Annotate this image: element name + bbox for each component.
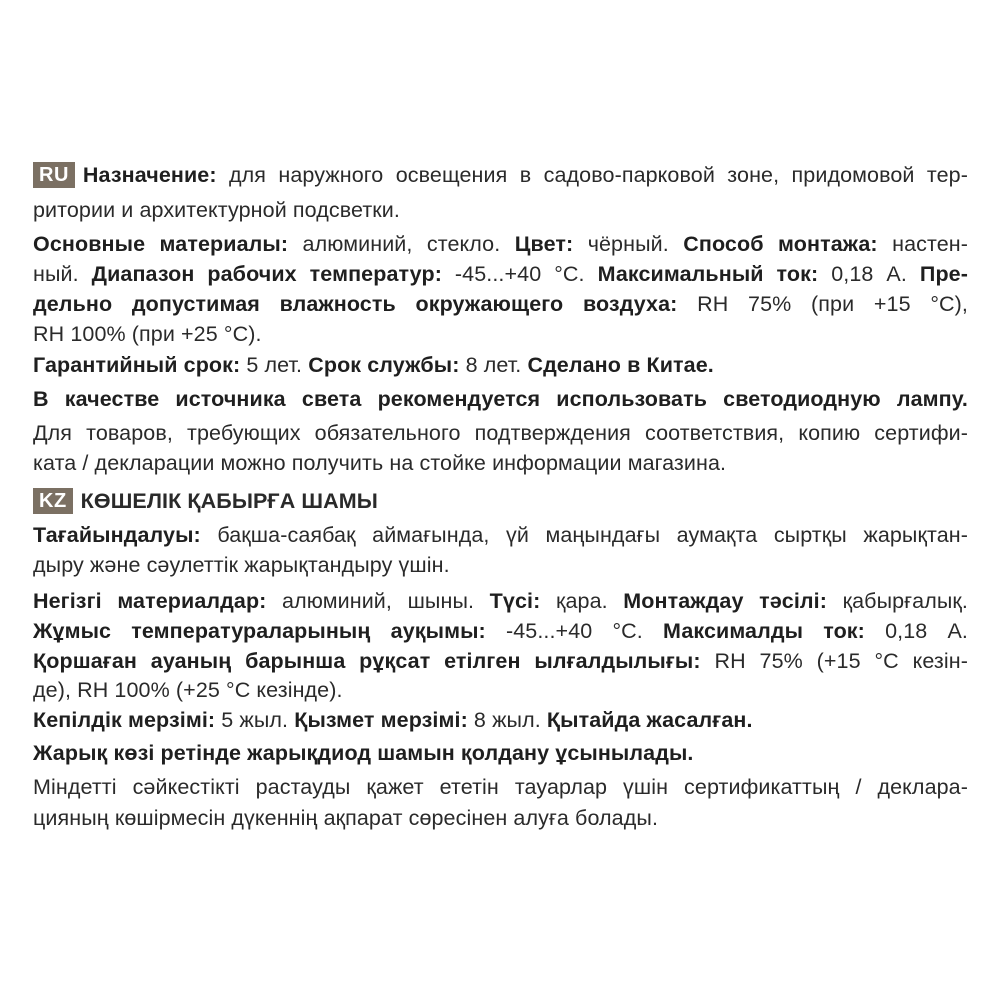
ru-purpose-text: для наружного освещения в садово-парковой зоне, придомовой тер-: [216, 163, 968, 187]
kz-mount-label: Монтаждау тәсілі:: [623, 589, 828, 613]
kz-humidity-value: RH 75% (+15 °C кезін-: [700, 649, 968, 673]
ru-mount-label: Способ монтажа:: [683, 232, 878, 256]
ru-purpose-line-2: [33, 195, 400, 225]
ru-color-label: Цвет:: [514, 232, 574, 256]
kz-service-label: Қызмет мерзімі:: [294, 708, 468, 732]
ru-recommend: В качестве источника света рекомендуется использовать светодиодную лампу.: [33, 387, 968, 411]
kz-warranty-label: Кепілдік мерзімі:: [33, 708, 216, 732]
kz-humidity-label: Қоршаған ауаның барынша рұқсат етілген ылғалдылығы:: [33, 649, 701, 673]
kz-temp-value: -45...+40 °C.: [485, 619, 664, 643]
kz-title-line: [33, 486, 378, 516]
ru-warranty-line: [33, 350, 714, 380]
kz-recommend-line: [33, 738, 694, 768]
ru-current-label: Максимальный ток:: [597, 262, 819, 286]
ru-humidity-value: RH 75% (при +15 °C),: [677, 292, 968, 316]
kz-warranty-value: 5 жыл.: [215, 708, 295, 732]
ru-purpose-label: Назначение:: [82, 163, 217, 187]
kz-current-label: Максималды ток:: [663, 619, 865, 643]
kz-language-badge: KZ: [33, 488, 73, 514]
ru-cert-text: Для товаров, требующих обязательного подтверждения соответствия, копию сертифи-: [33, 421, 968, 445]
ru-materials-line: [33, 229, 968, 259]
ru-temp-line: [33, 259, 968, 289]
kz-made-in: Қытайда жасалған.: [546, 708, 753, 732]
kz-title: КӨШЕЛІК ҚАБЫРҒА ШАМЫ: [80, 489, 378, 513]
kz-humidity-line: [33, 646, 968, 676]
ru-temp-value: -45...+40 °C.: [441, 262, 598, 286]
kz-temp-label: Жұмыс температураларының ауқымы:: [33, 619, 486, 643]
ru-current-value: 0,18 А.: [818, 262, 920, 286]
kz-temp-line: [33, 616, 968, 646]
kz-color-label: Түсі:: [489, 589, 541, 613]
kz-materials-label: Негізгі материалдар:: [33, 589, 267, 613]
ru-humidity-label-cont: дельно допустимая влажность окружающего воздуха:: [33, 292, 678, 316]
kz-materials-line: [33, 586, 968, 616]
ru-warranty-value: 5 лет.: [240, 353, 309, 377]
ru-service-value: 8 лет.: [459, 353, 528, 377]
kz-purpose-line-1: [33, 520, 968, 550]
kz-mount-value: қабырғалық.: [827, 589, 968, 613]
ru-made-in: Сделано в Китае.: [527, 353, 714, 377]
ru-humidity-label: Пре-: [919, 262, 968, 286]
kz-purpose-line-2: [33, 550, 450, 580]
kz-cert-text-cont: цияның көшірмесін дүкеннің ақпарат сөресінен алуға болады.: [33, 806, 659, 830]
ru-warranty-label: Гарантийный срок:: [33, 353, 241, 377]
ru-temp-label: Диапазон рабочих температур:: [91, 262, 442, 286]
ru-cert-text-cont: ката / декларации можно получить на стойке информации магазина.: [33, 451, 727, 475]
kz-current-value: 0,18 А.: [864, 619, 969, 643]
ru-cert-line-1: [33, 418, 968, 448]
ru-materials-label: Основные материалы:: [33, 232, 289, 256]
kz-color-value: қара.: [540, 589, 624, 613]
kz-purpose-text: бақша-саябақ аймағында, үй маңындағы аумақта сыртқы жарықтан-: [200, 523, 968, 547]
kz-cert-text: Міндетті сәйкестікті растауды қажет ететін тауарлар үшін сертификаттың / деклара-: [33, 775, 968, 799]
kz-purpose-label: Тағайындалуы:: [33, 523, 201, 547]
ru-purpose-text-cont: ритории и архитектурной подсветки.: [33, 198, 400, 222]
kz-purpose-text-cont: дыру және сәулеттік жарықтандыру үшін.: [33, 553, 450, 577]
ru-humidity-line-2: [33, 319, 262, 349]
ru-color-value: чёрный.: [573, 232, 684, 256]
kz-humidity-value-cont: де), RH 100% (+25 °C кезінде).: [33, 678, 343, 702]
ru-mount-value: настен-: [877, 232, 968, 256]
ru-mount-value-cont: ный.: [33, 262, 92, 286]
ru-materials-value: алюминий, стекло.: [288, 232, 515, 256]
kz-service-value: 8 жыл.: [467, 708, 547, 732]
ru-language-badge: RU: [33, 162, 75, 188]
kz-recommend: Жарық көзі ретінде жарықдиод шамын қолдану ұсынылады.: [33, 741, 694, 765]
kz-humidity-line-2: [33, 675, 343, 705]
ru-purpose-line-1: [33, 160, 968, 190]
ru-service-label: Срок службы:: [308, 353, 460, 377]
kz-cert-line-2: [33, 803, 658, 833]
kz-warranty-line: [33, 705, 753, 735]
kz-materials-value: алюминий, шыны.: [266, 589, 490, 613]
ru-humidity-line: [33, 289, 968, 319]
ru-recommend-line: [33, 384, 968, 414]
ru-cert-line-2: [33, 448, 726, 478]
ru-humidity-value-cont: RH 100% (при +25 °C).: [33, 322, 262, 346]
kz-cert-line-1: [33, 772, 968, 802]
